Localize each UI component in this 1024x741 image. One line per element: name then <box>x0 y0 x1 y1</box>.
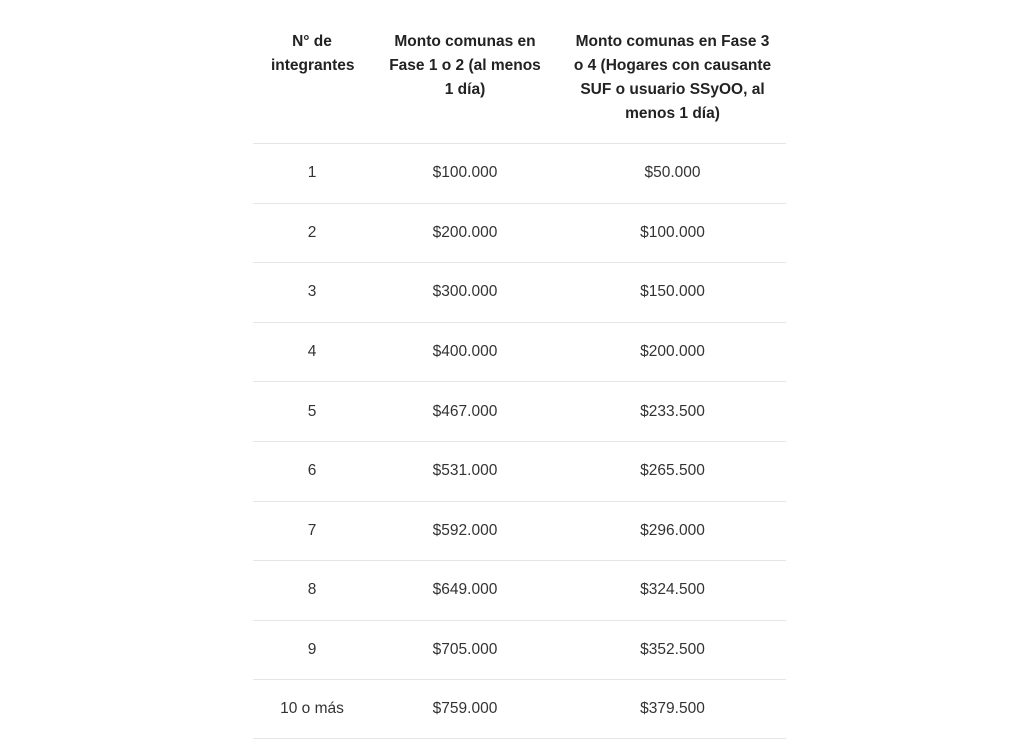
cell-amount-phase-1-2: $200.000 <box>432 223 498 241</box>
cell-amount-phase-3-4: $100.000 <box>640 223 705 241</box>
cell-members: 2 <box>307 223 317 241</box>
table-header <box>253 20 786 143</box>
cell-amount-phase-3-4: $265.500 <box>640 462 705 480</box>
cell-amount-phase-3-4: $50.000 <box>644 164 701 182</box>
cell-members: 10 o más <box>280 700 344 718</box>
cell-amount-phase-1-2: $300.000 <box>432 283 498 301</box>
table-row <box>253 143 786 203</box>
table-row <box>253 560 786 620</box>
cell-amount-phase-3-4: $150.000 <box>640 283 705 301</box>
cell-amount-phase-1-2: $400.000 <box>432 343 498 361</box>
cell-members: 7 <box>307 521 317 539</box>
cell-amount-phase-1-2: $705.000 <box>432 641 498 659</box>
cell-amount-phase-3-4: $233.500 <box>640 402 705 420</box>
table-row <box>253 381 786 441</box>
cell-members: 5 <box>307 402 317 420</box>
amounts-table <box>253 20 786 739</box>
cell-amount-phase-3-4: $379.500 <box>640 700 705 718</box>
cell-amount-phase-1-2: $531.000 <box>432 462 498 480</box>
cell-amount-phase-1-2: $592.000 <box>432 521 498 539</box>
cell-members: 4 <box>307 343 317 361</box>
cell-amount-phase-1-2: $759.000 <box>432 700 498 718</box>
cell-amount-phase-1-2: $100.000 <box>432 164 498 182</box>
cell-members: 9 <box>307 641 317 659</box>
table-row <box>253 322 786 382</box>
cell-amount-phase-3-4: $296.000 <box>640 521 705 539</box>
table-row <box>253 441 786 501</box>
cell-members: 3 <box>307 283 317 301</box>
table-row <box>253 501 786 561</box>
cell-amount-phase-3-4: $324.500 <box>640 581 705 599</box>
cell-amount-phase-3-4: $200.000 <box>640 343 705 361</box>
cell-amount-phase-1-2: $649.000 <box>432 581 498 599</box>
cell-members: 1 <box>307 164 317 182</box>
cell-members: 8 <box>307 581 317 599</box>
header-amount-phase-3-4: Monto comunas en Fase 3 o 4 (Hogares con causante SUF o usuario SSyOO, al menos 1 día) <box>573 33 772 122</box>
table-row <box>253 679 786 739</box>
header-amount-phase-1-2: Monto comunas en Fase 1 o 2 (al menos 1 día) <box>389 33 541 98</box>
table-row <box>253 262 786 322</box>
cell-amount-phase-3-4: $352.500 <box>640 641 705 659</box>
table-row <box>253 620 786 680</box>
cell-members: 6 <box>307 462 317 480</box>
header-members: N° de integrantes <box>271 33 355 74</box>
cell-amount-phase-1-2: $467.000 <box>432 402 498 420</box>
table-row <box>253 203 786 263</box>
